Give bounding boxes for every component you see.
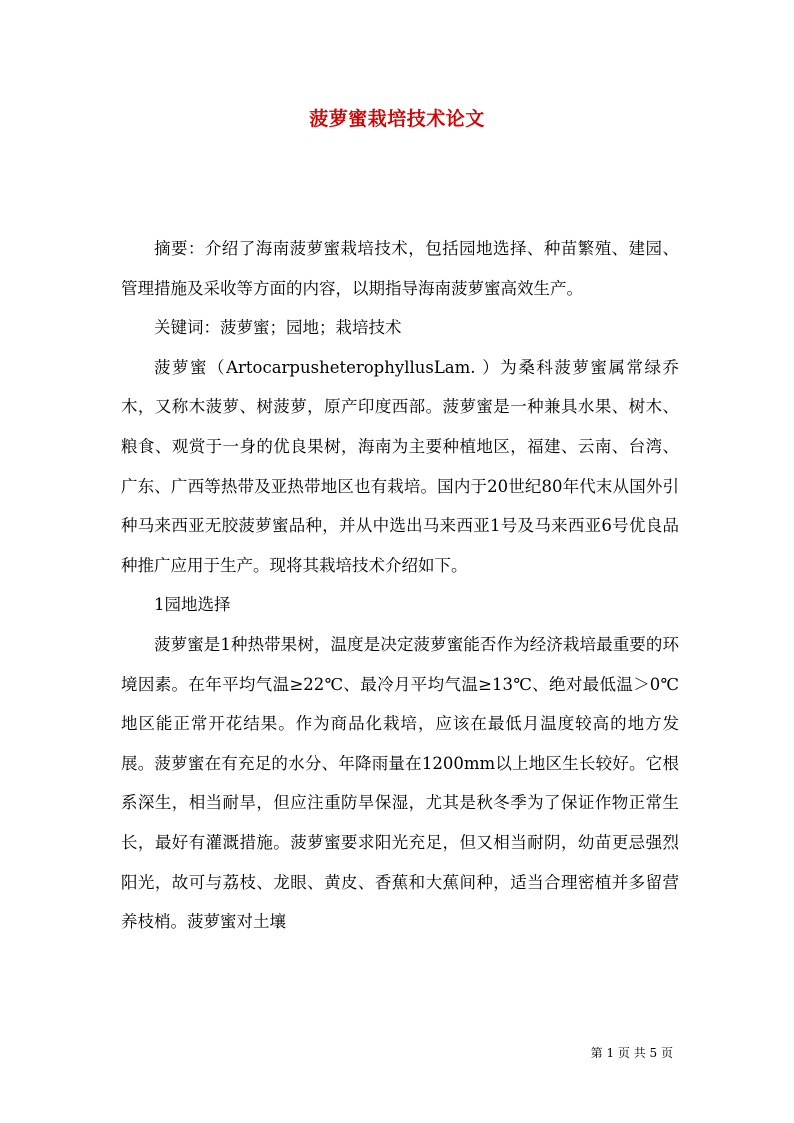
document-title: 菠萝蜜栽培技术论文 [309,108,485,130]
body-paragraph: 菠萝蜜是1种热带果树，温度是决定菠萝蜜能否作为经济栽培最重要的环境因素。在年平均气温≥22℃、最冷月平均气温≥13℃、绝对最低温＞0℃地区能正常开花结果。作为商品化栽培，应该在最低月温度较高的地方发展。菠萝蜜在有充足的水分、年降雨量在1200mm以上地区生长较好。它根系深生，相当耐旱，但应注重防旱保湿，尤其是秋冬季为了保证作物正常生长，最好有灌溉措施。菠萝蜜要求阳光充足，但又相当耐阴，幼苗更忌强烈阳光，故可与荔枝、龙眼、黄皮、香蕉和大蕉间种，适当合理密植并多留营养枝梢。菠萝蜜对土壤 [121,634,679,932]
page-number: 第 1 页 共 5 页 [590,1046,673,1060]
keywords-paragraph: 关键词：菠萝蜜；园地；栽培技术 [154,318,402,338]
abstract-paragraph: 摘要：介绍了海南菠萝蜜栽培技术，包括园地选择、种苗繁殖、建园、管理措施及采收等方面的内容，以期指导海南菠萝蜜高效生产。 [121,239,679,298]
document-body [121,229,679,942]
intro-paragraph: 菠萝蜜（ArtocarpusheterophyllusLam. ）为桑科菠萝蜜属常绿乔木，又称木菠萝、树菠萝，原产印度西部。菠萝蜜是一种兼具水果、树木、粮食、观赏于一身的优良果树，海南为主要种植地区，福建、云南、台湾、广东、广西等热带及亚热带地区也有栽培。国内于20世纪80年代末从国外引种马来西亚无胶菠萝蜜品种，并从中选出马来西亚1号及马来西亚6号优良品种推广应用于生产。现将其栽培技术介绍如下。 [121,357,679,575]
section-heading: 1园地选择 [154,595,231,615]
